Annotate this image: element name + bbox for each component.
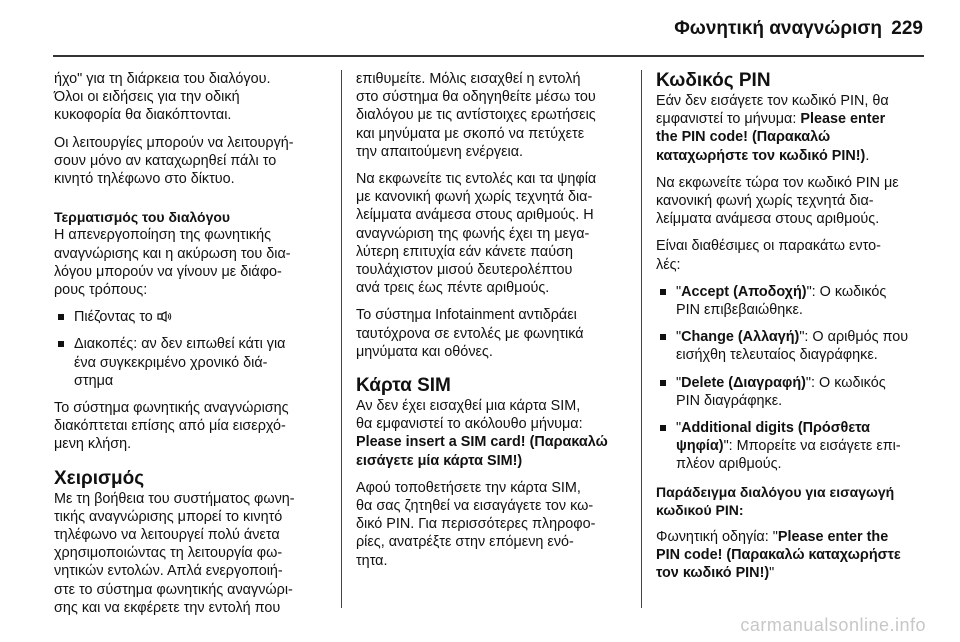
- page-number: 229: [891, 18, 923, 39]
- heading-pin-code: Κωδικός PIN: [656, 70, 771, 91]
- list-item: "Change (Αλλαγή)": Ο αριθμός που εισήχθη τελευταίος διαγράφηκε.: [656, 328, 926, 364]
- list-item: Πιέζοντας το: [54, 308, 332, 326]
- col1-paragraph-4: Το σύστημα φωνητικής αναγνώρισης διακόπτεται επίσης από μία εισερχό- μενη κλήση.: [54, 400, 289, 453]
- col2-paragraph-1: επιθυμείτε. Μόλις εισαχθεί η εντολή στο σύστημα θα οδηγηθείτε μέσω του διαλόγου με τις αντίστοιχες ερωτήσεις και μηνύματα με σκοπό να πετύχετε την απαιτούμενη ενέργεια.: [356, 71, 596, 160]
- list-item: "Delete (Διαγραφή)": Ο κωδικός PIN διαγράφηκε.: [656, 374, 926, 410]
- column-3: [656, 70, 926, 592]
- list-item: "Additional digits (Πρόσθετα ψηφία)": Μπορείτε να εισάγετε επι- πλέον αριθμούς.: [656, 419, 926, 474]
- header-rule: [53, 55, 924, 57]
- col3-paragraph-3: Είναι διαθέσιμες οι παρακάτω εντο- λές:: [656, 238, 881, 273]
- col1-paragraph-1: ήχο" για τη διάρκεια του διαλόγου. Όλοι οι ειδήσεις για την οδική κυκοφορία θα διακόπτονται.: [54, 71, 271, 124]
- heading-termination: Τερματισμός του διαλόγου: [54, 209, 231, 226]
- col2-paragraph-5: Αφού τοποθετήσετε την κάρτα SIM, θα σας ζητηθεί να εισαγάγετε τον κω- δικό PIN. Για περισσότερες πληροφο- ρίες, ανατρέξτε στην επόμενη ενό- τητα.: [356, 479, 596, 569]
- watermark: carmanualsonline.info: [740, 615, 926, 635]
- col1-paragraph-3: Η απενεργοποίηση της φωνητικής αναγνώρισης και η ακύρωση του δια- λόγου μπορούν να γίνουν με διάφο- ρους τρόπους:: [54, 227, 291, 299]
- col2-paragraph-3: Το σύστημα Infotainment αντιδράει ταυτόχρονα σε εντολές με φωνητικά μηνύματα και οθόνες.: [356, 307, 584, 360]
- col2-paragraph-4: Αν δεν έχει εισαχθεί μια κάρτα SIM, θα εμφανιστεί το ακόλουθο μήνυμα: Please insert a SIM card! (Παρακαλώ εισάγετε μία κάρτα SIM!): [356, 398, 608, 469]
- column-divider-1: [341, 70, 342, 608]
- column-2: [356, 70, 634, 579]
- list-item: "Accept (Αποδοχή)": Ο κωδικός PIN επιβεβαιώθηκε.: [656, 283, 926, 319]
- heading-sim-card: Κάρτα SIM: [356, 375, 451, 397]
- col3-paragraph-1: Εάν δεν εισάγετε τον κωδικό PIN, θα εμφανιστεί το μήνυμα: Please enter the PIN code! (Παρακαλώ καταχωρήστε τον κωδικό PIN!).: [656, 93, 889, 164]
- column-divider-2: [641, 70, 642, 608]
- col3-paragraph-2: Να εκφωνείτε τώρα τον κωδικό PIN με κανονική φωνή χωρίς τεχνητά δια- λείμματα ανάμεσα στους αριθμούς.: [656, 174, 899, 228]
- header-title: Φωνητική αναγνώριση: [674, 18, 882, 39]
- col3-paragraph-4: Φωνητική οδηγία: "Please enter the PIN code! (Παρακαλώ καταχωρήστε τον κωδικό PIN!)": [656, 529, 901, 582]
- voice-button-icon: [157, 311, 172, 322]
- pin-commands-list: [656, 283, 926, 474]
- heading-example: Παράδειγμα διαλόγου για εισαγωγή κωδικού PIN:: [656, 483, 895, 518]
- col2-paragraph-2: Να εκφωνείτε τις εντολές και τα ψηφία με κανονική φωνή χωρίς τεχνητά δια- λείμματα ανάμεσα στους αριθμούς. Η αναγνώριση της φωνής έχει τη μεγα- λύτερη επιτυχία εάν κάνετε παύση τουλάχιστον μισού δευτερολέπτου ανά τρεις έως πέντε αριθμούς.: [356, 171, 597, 297]
- column-1: [54, 70, 332, 626]
- heading-control: Χειρισμός: [54, 467, 145, 489]
- termination-list: [54, 308, 332, 390]
- col1-paragraph-2: Οι λειτουργίες μπορούν να λειτουργή- σουν μόνο αν καταχωρηθεί πάλι το κινητό τηλέφωνο στο δίκτυο.: [54, 134, 294, 188]
- list-item: Διακοπές: αν δεν ειπωθεί κάτι για ένα συγκεκριμένο χρονικό διά- στημα: [54, 335, 332, 390]
- col1-paragraph-5: Με τη βοήθεια του συστήματος φωνη- τικής αναγνώρισης μπορεί το κινητό τηλέφωνο να λειτουργεί πολύ άνετα χρησιμοποιώντας τη λειτουργία φω- νητικών εντολών. Απλά ενεργοποιή- στε το σύστημα φωνητικής αναγνώρι- σης και να εκφέρετε την εντολή που: [54, 490, 295, 616]
